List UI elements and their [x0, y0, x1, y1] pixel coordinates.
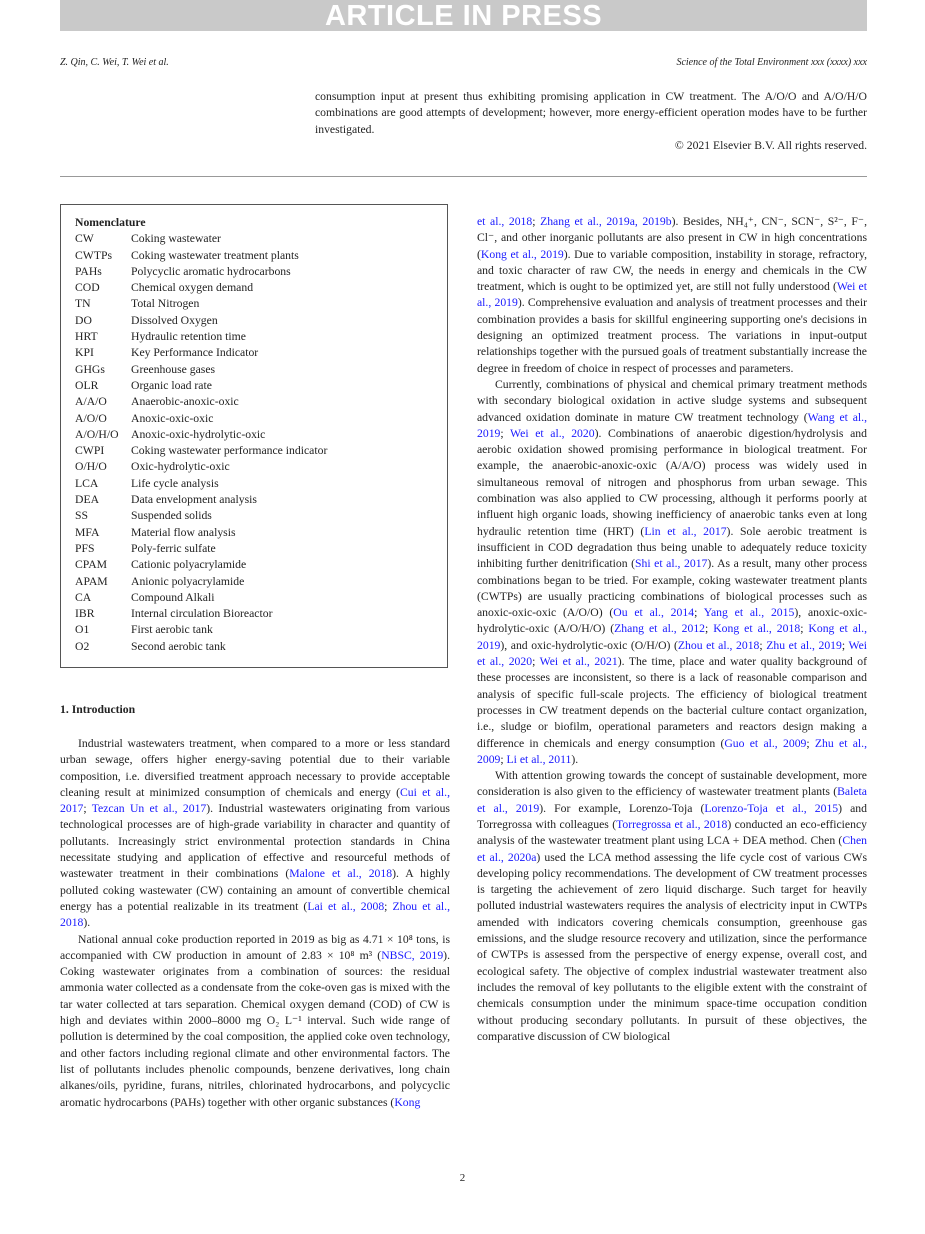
abbreviation: KPI	[75, 346, 94, 360]
abbreviation: MFA	[75, 525, 100, 539]
divider	[60, 176, 867, 177]
article-in-press-banner: ARTICLE IN PRESS	[60, 0, 867, 31]
text-run: ). For example, Lorenzo-Toja (	[539, 801, 705, 815]
text-run: ). Combinations of anaerobic digestion/hydrolysis and aerobic oxidation showed promising performance in biological treatment. For example, the anaerobic-anoxic-oxic (A/A/O) process was widely used in simultaneous removal of nitrogen and phosphorus from urban sewage. This combination was also applied to CW processing, although it performs poorly at influent high organic loads, showing inefficiency of anaerobic tanks even at long hydraulic retention time (HRT) (	[477, 426, 867, 538]
nomenclature-item	[75, 443, 433, 459]
abbreviation: A/O/H/O	[75, 427, 119, 441]
abbreviation: O/H/O	[75, 460, 107, 474]
text-run: ;	[500, 426, 511, 440]
text-run: ), and oxic-hydrolytic-oxic (O/H/O) (	[500, 638, 678, 652]
text-run: Industrial wastewaters treatment, when compared to a more or less standard urban sewage, offers higher energy-saving potential due to their variable composition, i.e. diversified treatment approach necessary to provide acceptable cleaning result at minimized consumption of chemicals and energy (	[60, 737, 450, 799]
text-run: ;	[384, 899, 393, 913]
text-run: ;	[532, 215, 541, 228]
text-run: ;	[759, 638, 767, 652]
citation-link[interactable]: Kong et al., 2018	[713, 622, 801, 636]
text-run: ). As a result, many other process combinations began to be tried. For example, coking wastewater treatment plants (CWTPs) are usually practicing combinations of biological processes such as anoxic-oxic-oxic (A/O/O) (	[477, 557, 867, 620]
definition: Anoxic-oxic-hydrolytic-oxic	[131, 427, 266, 441]
definition: Compound Alkali	[131, 590, 215, 604]
nomenclature-item	[75, 606, 433, 622]
nomenclature-item	[75, 248, 433, 264]
nomenclature-item	[75, 362, 433, 378]
citation-link[interactable]: Zhang et al., 2012	[614, 622, 706, 636]
nomenclature-item	[75, 459, 433, 475]
abstract-tail	[315, 89, 867, 154]
nomenclature-item	[75, 280, 433, 296]
definition: Chemical oxygen demand	[131, 281, 254, 295]
definition: Cationic polyacrylamide	[131, 558, 247, 572]
citation-link[interactable]: Zhou et al., 2018	[60, 899, 450, 930]
nomenclature-item	[75, 590, 433, 606]
abbreviation: HRT	[75, 330, 98, 344]
text-run: ), anoxic-oxic-hydrolytic-oxic (A/O/H/O) (	[477, 606, 868, 636]
nomenclature-item	[75, 541, 433, 557]
text-run: ). A highly polluted coking wastewater (CW) containing an amount of convertible chemical energy has a potential realizable in its treatment (	[60, 867, 450, 913]
nomenclature-item	[75, 345, 433, 361]
text-run: ).	[83, 916, 91, 930]
definition: Data envelopment analysis	[131, 493, 257, 507]
paragraph	[477, 377, 867, 768]
citation-link[interactable]: Kong	[394, 1095, 421, 1109]
abbreviation: DO	[75, 313, 92, 327]
nomenclature-title: Nomenclature	[75, 216, 146, 229]
text-run: ;	[532, 655, 540, 669]
definition: Coking wastewater performance indicator	[131, 444, 328, 458]
citation-link[interactable]: Baleta et al., 2019	[477, 785, 867, 815]
citation-link[interactable]: Shi et al., 2017	[635, 557, 708, 571]
paragraph	[60, 736, 450, 932]
abbreviation: LCA	[75, 476, 99, 490]
nomenclature-item	[75, 557, 433, 573]
running-head-journal: Science of the Total Environment xxx (xxxx) xxx	[676, 57, 867, 68]
text-run: ). Due to variable composition, instability in storage, refractory, and toxic character of raw CW, the needs in energy and chemicals in the CW treatment, which is ought to be optimized yet, are still not fully understood (	[477, 247, 867, 294]
definition: Total Nitrogen	[131, 297, 200, 311]
citation-link[interactable]: Zhang et al., 2019a, 2019b	[540, 215, 672, 228]
text-run: ;	[841, 638, 849, 652]
citation-link[interactable]: Li et al., 2011	[506, 752, 572, 766]
citation-link[interactable]: NBSC, 2019	[381, 948, 444, 962]
abbreviation: SS	[75, 509, 89, 523]
abbreviation: COD	[75, 281, 100, 295]
text-run: ). Coking wastewater originates from a combination of sources: the residual ammonia water collected as a condensate from the coke-oven gas is mixed with the tar water collected at tars separation. Chemical oxygen demand (COD) of CW is high and deviates within 2000–8000 mg O₂ L⁻¹ interval. Such wide range of pollution is determined by the coal composition, the applied coke oven technology, and other factors including regional climate and other environmental factors. The list of pollutants includes phenolic compounds, benzene derivatives, long chain alkanes/oils, pyridine, furans, nitriles, chlorinated hydrocarbons, and polycyclic aromatic hydrocarbons (PAHs) together with other organic substances (	[60, 948, 450, 1109]
citation-link[interactable]: Tezcan Un et al., 2017	[91, 802, 207, 816]
citation-link[interactable]: Cui et al., 2017	[60, 785, 450, 816]
text-run: ;	[800, 622, 809, 636]
citation-link[interactable]: Malone et al., 2018	[289, 867, 393, 881]
definition: Second aerobic tank	[131, 639, 226, 653]
section-heading: 1. Introduction	[60, 703, 136, 716]
definition: Hydraulic retention time	[131, 330, 246, 344]
nomenclature-item	[75, 574, 433, 590]
citation-link[interactable]: Lin et al., 2017	[644, 524, 727, 538]
nomenclature-item	[75, 231, 433, 247]
text-run: Currently, combinations of physical and chemical primary treatment methods with secondary biological oxidation in active sludge systems and subsequent advanced oxidation dominate in mature CW treatment technology (	[477, 377, 867, 424]
definition: Key Performance Indicator	[131, 346, 259, 360]
nomenclature-item	[75, 639, 433, 655]
text-run: ). Comprehensive evaluation and analysis of treatment processes and their combination provides a basis for skillful engineering supporting one's decisions in designing an optimized treatment process. The variations in input-output relationships together with the pursued goals of treatment substantially increase the degree in freedom of choice in respect of processes and parameters.	[477, 296, 867, 375]
text-run: With attention growing towards the concept of sustainable development, more consideration is also given to the efficiency of wastewater treatment plants (	[477, 769, 867, 799]
abbreviation: IBR	[75, 607, 95, 621]
citation-link[interactable]: Kong et al., 2019	[477, 622, 868, 652]
definition: First aerobic tank	[131, 623, 213, 637]
nomenclature-item	[75, 492, 433, 508]
nomenclature-item	[75, 427, 433, 443]
citation-link[interactable]: Zhu et al., 2009	[477, 736, 868, 766]
definition: Poly-ferric sulfate	[131, 541, 216, 555]
text-run: ;	[705, 622, 714, 636]
definition: Coking wastewater	[131, 232, 221, 246]
abbreviation: A/O/O	[75, 411, 107, 425]
definition: Suspended solids	[131, 509, 212, 523]
text-run: National annual coke production reported in 2019 as big as 4.71 × 10⁸ tons, is accompanied with CW production in amount of 2.83 × 10⁸ m³ (	[60, 932, 450, 962]
definition: Greenhouse gases	[131, 362, 216, 376]
abbreviation: TN	[75, 297, 91, 311]
running-head-authors: Z. Qin, C. Wei, T. Wei et al.	[60, 57, 169, 68]
abbreviation: PAHs	[75, 264, 102, 278]
nomenclature-item	[75, 378, 433, 394]
text-run: ;	[694, 606, 704, 620]
citation-link[interactable]: Wang et al., 2019	[477, 410, 867, 440]
abbreviation: CWPI	[75, 444, 105, 458]
citation-link[interactable]: Wei et al., 2020	[510, 426, 595, 440]
definition: Material flow analysis	[131, 525, 236, 539]
abbreviation: OLR	[75, 378, 99, 392]
nomenclature-item	[75, 264, 433, 280]
text-run: ;	[83, 802, 92, 816]
paragraph	[60, 932, 450, 1111]
nomenclature-item	[75, 313, 433, 329]
abbreviation: APAM	[75, 574, 108, 588]
citation-link[interactable]: Wei et al., 2020	[477, 638, 868, 669]
citation-link[interactable]: Lorenzo-Toja et al., 2015	[704, 801, 839, 815]
text-run: ) conducted an eco-efficiency analysis of the wastewater treatment plant using LCA + DEA method. Chen (	[477, 817, 867, 848]
definition: Anaerobic-anoxic-oxic	[131, 395, 239, 409]
abbreviation: A/A/O	[75, 395, 107, 409]
text-run: ;	[500, 752, 507, 766]
abbreviation: CW	[75, 232, 94, 246]
nomenclature-item	[75, 329, 433, 345]
left-column-text	[60, 736, 450, 1111]
nomenclature-item	[75, 476, 433, 492]
definition: Internal circulation Bioreactor	[131, 607, 273, 621]
abbreviation: CA	[75, 590, 92, 604]
text-run: ;	[806, 736, 815, 750]
text-run: ). The time, place and water quality background of these processes are inconsistent, so there is a lack of reasonable comparison and analysis of specific full-scale projects. The efficiency of biological treatment processes in CW treatment depends on the bacterial culture contact organization, i.e., sludge or biofilm, operational parameters and reactors design making a difference in chemicals and energy consumption (	[477, 655, 867, 750]
citation-link[interactable]: Chen et al., 2020a	[477, 834, 867, 864]
abbreviation: DEA	[75, 493, 100, 507]
text-run: ). Sole aerobic treatment is insufficient in COD degradation thus being unable to adequately reduce toxicity inhibiting further denitrification (	[477, 524, 867, 571]
definition: Polycyclic aromatic hydrocarbons	[131, 264, 291, 278]
citation-link[interactable]: Yang et al., 2015	[703, 606, 795, 620]
text-run: ). Besides, NH₄⁺, CN⁻, SCN⁻, S²⁻, F⁻, Cl⁻, and other inorganic pollutants are also present in CW in high concentrations (	[477, 215, 868, 261]
nomenclature-item	[75, 508, 433, 524]
definition: Organic load rate	[131, 378, 212, 392]
citation-link[interactable]: Ou et al., 2014	[613, 606, 695, 620]
paragraph	[477, 768, 867, 1045]
citation-link[interactable]: Zhu et al., 2019	[766, 638, 842, 652]
page-number: 2	[459, 1172, 466, 1184]
abbreviation: GHGs	[75, 362, 105, 376]
citation-link[interactable]: Kong et al., 2019	[480, 247, 564, 261]
abbreviation: O1	[75, 623, 90, 637]
citation-link[interactable]: Torregrossa et al., 2018	[616, 817, 728, 831]
citation-link[interactable]: Guo et al., 2009	[724, 736, 807, 750]
definition: Anoxic-oxic-oxic	[131, 411, 214, 425]
text-run: ) used the LCA method assessing the life cycle cost of various CWs developing policy recommendations. The development of CW treatment processes is targeting the achievement of zero liquid discharge. Such target for heavily polluted industrial wastewaters requires the analysis of electricity input in CWTPs amended with indicators covering chemicals consumption, greenhouse gas emissions, and the sludge resource recovery and utilization, since the performance of CWTPs is assessed from the perspective of energy expense, overall cost, and ecological safety. The objective of complex industrial wastewater treatment also includes the removal of key pollutants to the eligible extent with the constraint of chemicals consumption under the minimum space-time occupation condition without producing secondary pollutants. In pursuit of these objectives, the comparative discussion of CW biological	[477, 850, 867, 1043]
definition: Oxic-hydrolytic-oxic	[131, 460, 230, 474]
abbreviation: CPAM	[75, 558, 108, 572]
definition: Life cycle analysis	[131, 476, 219, 490]
citation-link[interactable]: Wei et al., 2021	[539, 655, 618, 669]
definition: Coking wastewater treatment plants	[131, 248, 299, 262]
nomenclature-box	[60, 204, 448, 668]
nomenclature-item	[75, 411, 433, 427]
abbreviation: CWTPs	[75, 248, 113, 262]
text-run: ). Industrial wastewaters originating from various technological processes are of high-grade variability in character and quantity of pollutants. Increasingly strict environmental protection standards in China necessitate studying and application of effective and resourceful methods of wastewater treatment in their combinations (	[60, 802, 450, 881]
text-run: ) and Torregrossa with colleagues (	[477, 801, 867, 831]
citation-link[interactable]: Wei et al., 2019	[477, 280, 867, 310]
definition: Dissolved Oxygen	[131, 313, 218, 327]
nomenclature-list	[75, 231, 433, 655]
nomenclature-item	[75, 394, 433, 410]
copyright: © 2021 Elsevier B.V. All rights reserved.	[674, 138, 867, 152]
abbreviation: PFS	[75, 541, 95, 555]
text-run: ).	[571, 752, 579, 766]
abbreviation: O2	[75, 639, 90, 653]
right-column-text	[477, 214, 867, 1045]
abstract-text: consumption input at present thus exhibiting promising application in CW treatment. The A/O/O and A/O/H/O combinations are good attempts of development; however, more energy-efficient operation modes have to be further investigated.	[315, 90, 867, 136]
nomenclature-item	[75, 622, 433, 638]
nomenclature-item	[75, 525, 433, 541]
citation-link[interactable]: et al., 2018	[477, 215, 533, 228]
nomenclature-item	[75, 296, 433, 312]
citation-link[interactable]: Zhou et al., 2018	[677, 638, 760, 652]
definition: Anionic polyacrylamide	[131, 574, 245, 588]
paragraph	[477, 214, 867, 377]
citation-link[interactable]: Lai et al., 2008	[307, 899, 385, 913]
